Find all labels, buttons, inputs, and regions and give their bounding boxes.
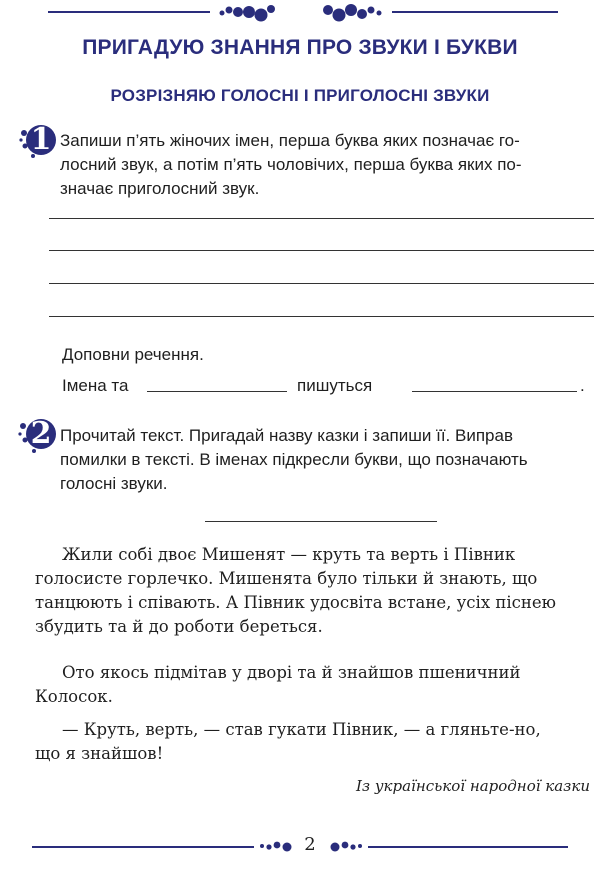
section-subtitle: РОЗРІЗНЯЮ ГОЛОСНІ І ПРИГОЛОСНІ ЗВУКИ — [110, 86, 490, 105]
top-rule-left — [48, 11, 210, 13]
fill-blank-2[interactable] — [412, 391, 577, 392]
task-1-line: лосний звук, а потім п’ять чоловічих, перша буква яких по- — [60, 155, 522, 174]
story-line: збудить та й до роботи береться. — [35, 617, 323, 636]
top-dots-ornament-icon — [216, 0, 386, 24]
answer-line-4[interactable] — [49, 316, 594, 317]
task-2-line: Прочитай текст. Пригадай назву казки і запиши її. Виправ — [60, 426, 513, 445]
story-paragraph-2 — [35, 661, 591, 709]
task-1-text — [60, 129, 590, 201]
story-source: Із української народної казки — [355, 777, 590, 795]
story-line: що я знайшов! — [35, 744, 164, 763]
story-line: Жили собі двоє Мишенят — круть та верть і Півник — [62, 545, 516, 564]
page-number: 2 — [304, 834, 316, 855]
answer-line-3[interactable] — [49, 283, 594, 284]
story-line: Ото якось підмітав у дворі та й знайшов пшеничний — [62, 663, 521, 682]
task-2-number: 2 — [30, 416, 52, 451]
story-line: Колосок. — [35, 687, 113, 706]
story-line: голосисте горлечко. Мишенята було тільки й знають, що — [35, 569, 538, 588]
tale-title-line[interactable] — [205, 521, 437, 522]
task-1-number: 1 — [30, 122, 52, 157]
story-paragraph-3 — [35, 718, 591, 766]
footer-dots-left-icon — [258, 836, 296, 856]
footer-rule-right — [368, 846, 568, 848]
answer-line-2[interactable] — [49, 250, 594, 251]
story-line: танцюють і співають. А Півник удосвіта встане, усіх піснею — [35, 593, 557, 612]
sentence-part-2: пишуться — [297, 376, 373, 395]
sentence-part-1: Імена та — [62, 376, 129, 395]
task-1-line: значає приголосний звук. — [60, 179, 260, 198]
complete-instruction: Доповни речення. — [62, 345, 204, 364]
story-paragraph-1 — [35, 543, 591, 639]
footer-dots-right-icon — [326, 836, 364, 856]
top-rule-right — [392, 11, 558, 13]
page-title: ПРИГАДУЮ ЗНАННЯ ПРО ЗВУКИ І БУКВИ — [82, 36, 518, 59]
answer-line-1[interactable] — [49, 218, 594, 219]
sentence-end: . — [580, 376, 585, 395]
footer-rule-left — [32, 846, 254, 848]
fill-blank-1[interactable] — [147, 391, 287, 392]
task-1-line: Запиши п’ять жіночих імен, перша буква яких позначає го- — [60, 131, 520, 150]
task-2-line: голосні звуки. — [60, 474, 168, 493]
story-line: — Круть, верть, — став гукати Півник, — а гляньте-но, — [62, 720, 541, 739]
task-2-text — [60, 424, 590, 496]
task-2-line: помилки в тексті. В іменах підкресли букви, що позначають — [60, 450, 528, 469]
